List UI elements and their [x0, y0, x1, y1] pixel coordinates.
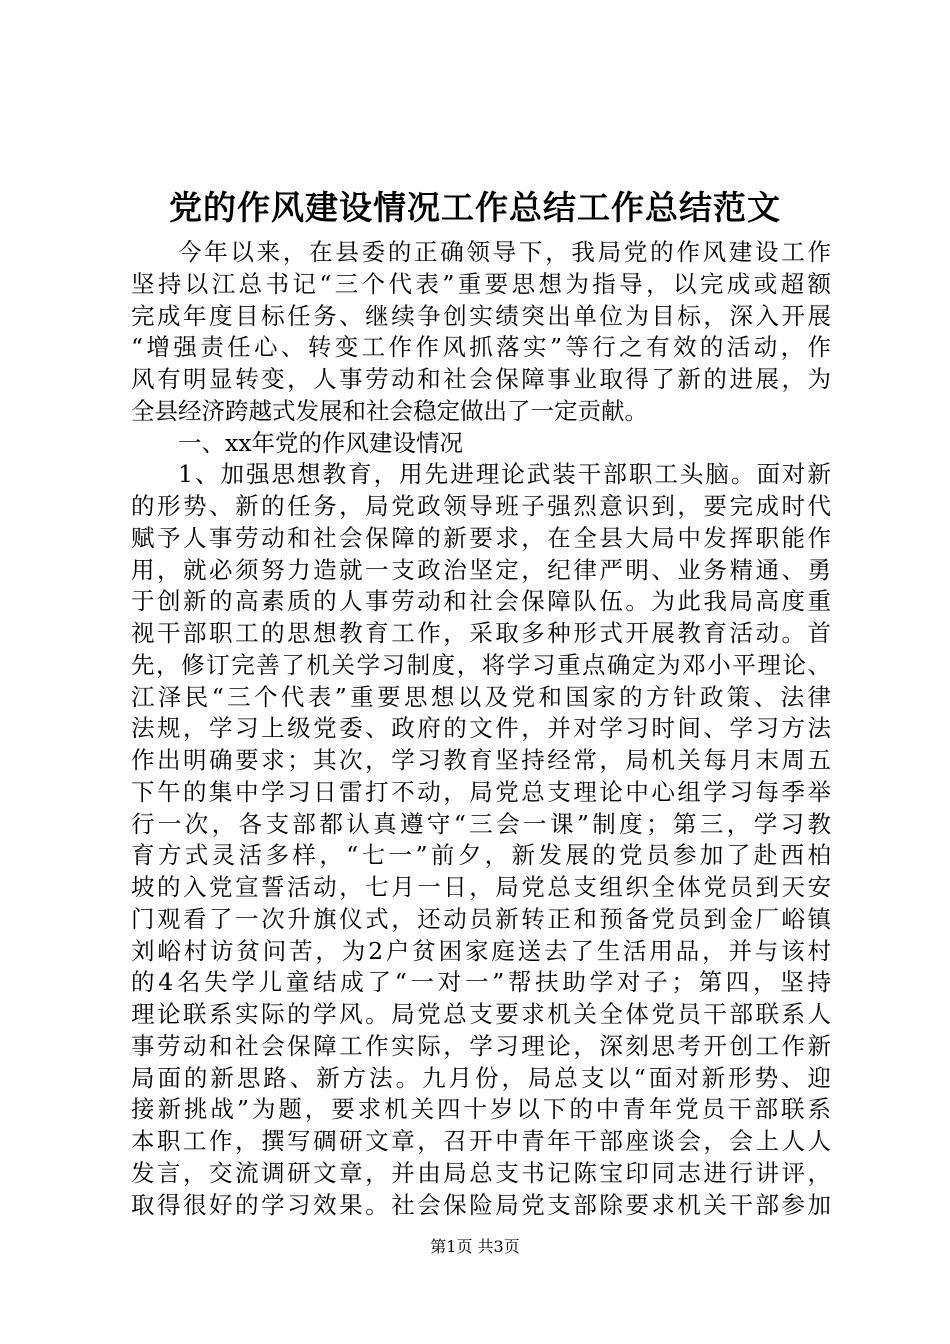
paragraph-line: 发言，交流调研文章，并由局总支书记陈宝印同志进行讲评， [131, 1158, 831, 1187]
paragraph-line: 坡的入党宣誓活动，七月一日，局党总支组织全体党员到天安 [131, 873, 831, 901]
paragraph-line: 局面的新思路、新方法。九月份，局总支以“面对新形势、迎 [131, 1063, 831, 1092]
paragraph-line: 的4名失学儿童结成了“一对一”帮扶助学对子；第四，坚持 [131, 968, 831, 997]
paragraph-line: 接新挑战”为题，要求机关四十岁以下的中青年党员干部联系 [131, 1095, 831, 1124]
paragraph-line: 于创新的高素质的人事劳动和社会保障队伍。为此我局高度重 [131, 587, 831, 616]
paragraph-line: 理论联系实际的学风。局党总支要求机关全体党员干部联系人 [131, 1000, 831, 1028]
paragraph-line: 本职工作，撰写碉研文章，召开中青年干部座谈会，会上人人 [131, 1127, 831, 1155]
paragraph-line: 门观看了一次升旗仪式，还动员新转正和预备党员到金厂峪镇 [131, 904, 831, 933]
paragraph-line: 事劳动和社会保障工作实际，学习理论，深刻思考开创工作新 [131, 1031, 831, 1060]
paragraph-line: 下午的集中学习日雷打不动，局党总支理论中心组学习每季举 [131, 777, 831, 806]
paragraph-line: 用，就必须努力造就一支政治坚定，纪律严明、业务精通、勇 [131, 555, 831, 584]
paragraph-line: 刘峪村访贫问苦，为2户贫困家庭送去了生活用品，并与该村 [131, 936, 831, 965]
paragraph-line: 坚持以江总书记“三个代表”重要思想为指导，以完成或超额 [131, 269, 831, 298]
paragraph-line: 行一次，各支部都认真遵守“三会一课”制度；第三，学习教 [131, 809, 831, 838]
paragraph-line: 全县经济跨越式发展和社会稳定做出了一定贡献。 [131, 396, 648, 425]
paragraph-line: 视干部职工的思想教育工作，采取多种形式开展教育活动。首 [131, 619, 831, 647]
document-title: 党的作风建设情况工作总结工作总结范文 [169, 188, 781, 227]
paragraph-line: “增强责任心、转变工作作风抓落实”等行之有效的活动，作 [131, 333, 831, 362]
paragraph-line: 先，修订完善了机关学习制度，将学习重点确定为邓小平理论、 [131, 650, 831, 679]
paragraph-line: 完成年度目标任务、继续争创实绩突出单位为目标，深入开展 [131, 301, 831, 330]
document-body [131, 237, 831, 1221]
paragraph-line: 赋予人事劳动和社会保障的新要求，在全县大局中发挥职能作 [131, 523, 831, 552]
paragraph-line: 1、加强思想教育，用先进理论武装干部职工头脑。面对新 [178, 460, 831, 489]
section-heading: 一、xx年党的作风建设情况 [178, 428, 464, 457]
paragraph-line: 育方式灵活多样，“七一”前夕，新发展的党员参加了赴西柏 [131, 841, 831, 870]
paragraph-line: 作出明确要求；其次，学习教育坚持经常，局机关每月末周五 [131, 746, 831, 774]
paragraph-line: 风有明显转变，人事劳动和社会保障事业取得了新的进展，为 [131, 365, 831, 393]
paragraph-line: 江泽民“三个代表”重要思想以及党和国家的方针政策、法律 [131, 682, 831, 711]
paragraph-line: 今年以来，在县委的正确领导下，我局党的作风建设工作 [178, 238, 831, 266]
paragraph-line: 的形势、新的任务，局党政领导班子强烈意识到，要完成时代 [131, 492, 831, 520]
paragraph-line: 取得很好的学习效果。社会保险局党支部除要求机关干部参加 [131, 1190, 831, 1219]
paragraph-line: 法规，学习上级党委、政府的文件，并对学习时间、学习方法 [131, 714, 831, 743]
page-footer: 第1页 共3页 [430, 1237, 520, 1256]
